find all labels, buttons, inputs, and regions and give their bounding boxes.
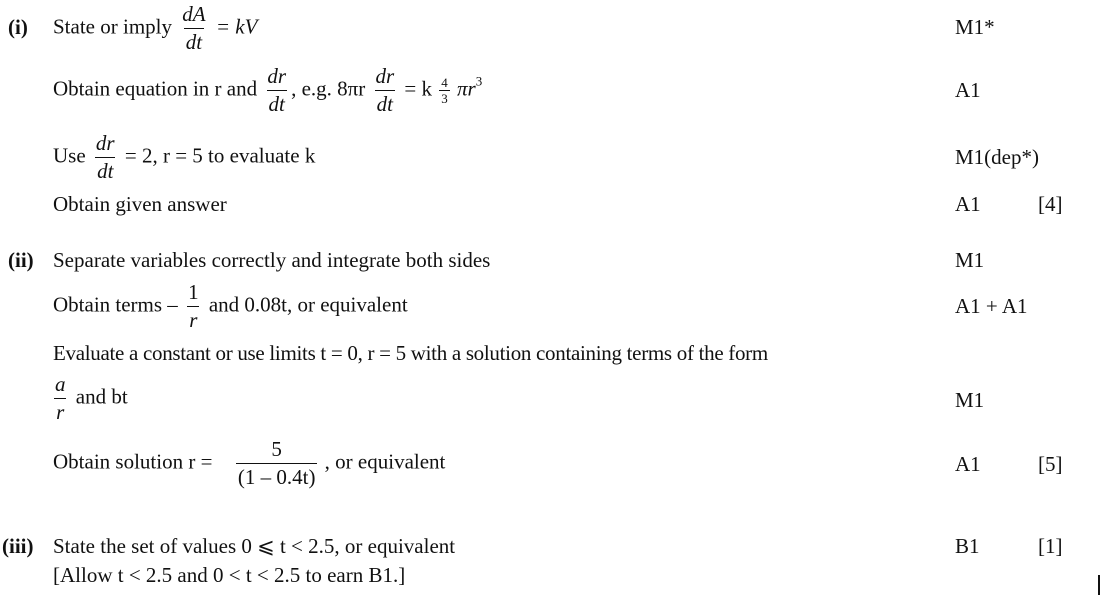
step-iii-note: [Allow t < 2.5 and 0 < t < 2.5 to earn B1.] [53,563,406,587]
mark-ii-4: A1 [955,452,981,476]
fraction-four-thirds: $\frac{4}{3}$ [441,75,448,106]
total-i: [4] [1038,192,1063,216]
mark-i-1: M1* [955,15,995,39]
equation-rhs: = kV [215,14,258,39]
mark-i-4: A1 [955,192,981,216]
step-text: State or imply [53,14,172,39]
step-ii-2: Obtain terms – $\frac{1}{r}$ and 0.08t, or equivalent [53,280,408,332]
step-ii-4: Obtain solution r = $\frac{5}{(1 - 0.4t)}$ , or equivalent [53,437,446,489]
mark-ii-1: M1 [955,248,985,272]
fraction-a-over-r: $\frac{a}{r}$ [55,372,66,424]
part-label-i: (i) [8,15,28,39]
step-ii-3-cont: $\frac{a}{r}$ and bt [55,372,128,424]
fraction-dr-dt: $\frac{dr}{dt}$ [267,64,287,116]
part-label-iii: (iii) [2,534,34,558]
step-i-4: Obtain given answer [53,192,227,216]
step-i-1 [53,4,257,53]
total-ii: [5] [1038,452,1063,476]
fraction-dr-dt: $\frac{dr}{dt}$ [95,131,115,183]
part-label-ii: (ii) [8,248,34,272]
mark-i-2: A1 [955,78,981,102]
step-ii-1: Separate variables correctly and integrate both sides [53,248,491,272]
fraction-dr-dt: $\frac{dr}{dt}$ [375,64,395,116]
mark-ii-3: M1 [955,388,985,412]
total-iii: [1] [1038,534,1063,558]
fraction-dA-dt: $\frac{dA}{dt}$ [182,2,206,54]
mark-ii-2: A1 + A1 [955,294,1028,318]
mark-i-3: M1(dep*) [955,145,1039,169]
step-i-2: Obtain equation in r and $\frac{dr}{dt}$ , e.g. 8πr $\frac{dr}{dt}$ = k $\frac{4}{3}$ $\pi r^3$ [53,64,483,116]
mark-iii-1: B1 [955,534,980,558]
step-i-3: Use $\frac{dr}{dt}$ = 2, r = 5 to evaluate k [53,131,316,183]
fraction-1-over-r: $\frac{1}{r}$ [188,280,199,332]
step-ii-3: Evaluate a constant or use limits t = 0, r = 5 with a solution containing terms of the form [53,341,768,365]
fraction-solution: $\frac{5}{(1 - 0.4t)}$ [237,437,316,489]
step-iii-1: State the set of values 0 ⩽ t < 2.5, or equivalent [53,534,456,558]
